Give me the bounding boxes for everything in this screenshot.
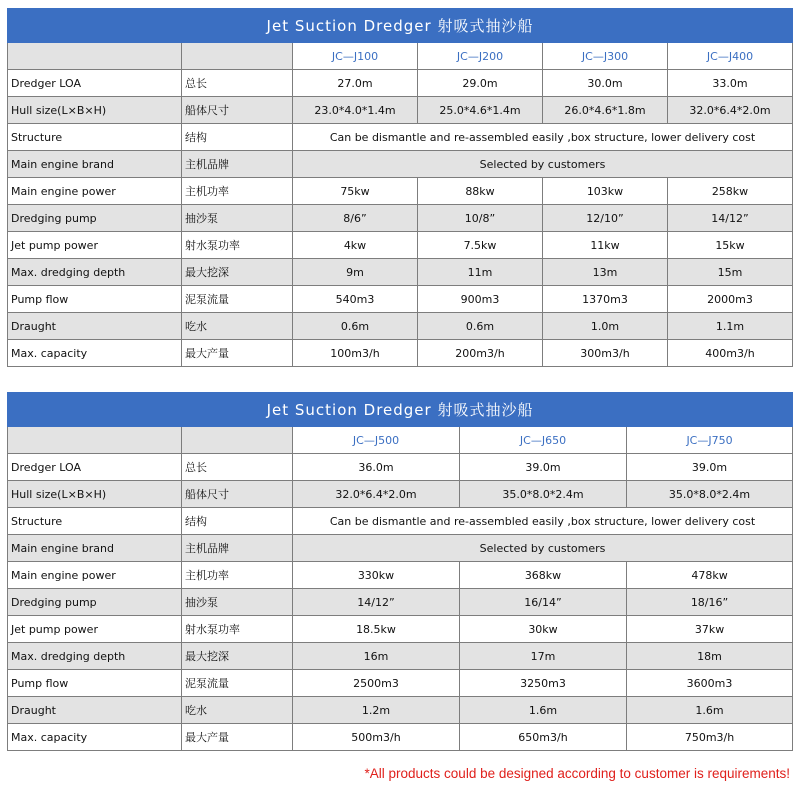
spec-value: 9m [293,259,418,286]
row-label-cn: 主机功率 [182,562,293,589]
row-label-en: Dredging pump [8,205,182,232]
row-label-cn: 射水泵功率 [182,616,293,643]
spec-value: 200m3/h [418,340,543,367]
table-row [8,259,793,286]
spec-value: 368kw [460,562,627,589]
spec-value: 2500m3 [293,670,460,697]
spec-value: 37kw [627,616,793,643]
row-label-cn: 结构 [182,508,293,535]
spec-value: 0.6m [418,313,543,340]
row-label-cn: 最大产量 [182,724,293,751]
row-label-cn: 射水泵功率 [182,232,293,259]
spec-value: 29.0m [418,70,543,97]
row-label-cn: 泥泵流量 [182,286,293,313]
spec-value: 330kw [293,562,460,589]
table-row [8,286,793,313]
table-row [8,562,793,589]
table-row [8,97,793,124]
spec-value: 32.0*6.4*2.0m [668,97,793,124]
spec-value: 35.0*8.0*2.4m [460,481,627,508]
row-label-en: Structure [8,508,182,535]
spec-value: 18/16” [627,589,793,616]
table-title: Jet Suction Dredger 射吸式抽沙船 [8,393,793,427]
model-name: JC—J300 [543,43,668,70]
spec-value: 3600m3 [627,670,793,697]
spec-value: 18.5kw [293,616,460,643]
spec-value: 39.0m [460,454,627,481]
spec-value: 15m [668,259,793,286]
spec-value: 900m3 [418,286,543,313]
table-row [8,670,793,697]
requirements-footnote: *All products could be designed according to customer is requirements! [364,766,790,781]
row-label-en: Max. dredging depth [8,259,182,286]
row-label-en: Draught [8,697,182,724]
row-label-en: Dredger LOA [8,454,182,481]
row-label-en: Main engine brand [8,151,182,178]
model-header-row [8,427,793,454]
spec-value: 11kw [543,232,668,259]
spec-value: 18m [627,643,793,670]
table-row [8,643,793,670]
row-label-cn: 主机品牌 [182,151,293,178]
spec-value: 258kw [668,178,793,205]
spec-value: 300m3/h [543,340,668,367]
row-label-en: Main engine brand [8,535,182,562]
merged-value: Can be dismantle and re-assembled easily ,box structure, lower delivery cost [293,508,793,535]
spec-table-2 [7,392,793,751]
row-label-en: Main engine power [8,178,182,205]
row-label-en: Max. capacity [8,724,182,751]
row-label-en: Structure [8,124,182,151]
spec-value: 478kw [627,562,793,589]
row-label-en: Draught [8,313,182,340]
row-label-cn: 结构 [182,124,293,151]
model-name: JC—J100 [293,43,418,70]
row-label-cn: 船体尺寸 [182,481,293,508]
spec-value: 1.0m [543,313,668,340]
table-row [8,151,793,178]
table-row [8,205,793,232]
table-row [8,178,793,205]
table-row [8,232,793,259]
spec-value: 14/12” [668,205,793,232]
spec-value: 25.0*4.6*1.4m [418,97,543,124]
spec-value: 75kw [293,178,418,205]
table-row [8,724,793,751]
row-label-cn: 抽沙泵 [182,589,293,616]
spec-value: 27.0m [293,70,418,97]
spec-table-1 [7,8,793,367]
row-label-en: Jet pump power [8,232,182,259]
spec-value: 750m3/h [627,724,793,751]
row-label-cn: 泥泵流量 [182,670,293,697]
header-blank-cell [182,43,293,70]
spec-value: 1.6m [460,697,627,724]
row-label-en: Dredging pump [8,589,182,616]
spec-value: 0.6m [293,313,418,340]
table-row [8,313,793,340]
table-row [8,481,793,508]
row-label-en: Dredger LOA [8,70,182,97]
table-row [8,616,793,643]
row-label-cn: 最大产量 [182,340,293,367]
spec-value: 13m [543,259,668,286]
header-blank-cell [8,427,182,454]
header-blank-cell [8,43,182,70]
spec-value: 10/8” [418,205,543,232]
spec-value: 3250m3 [460,670,627,697]
model-name: JC—J400 [668,43,793,70]
spec-value: 1.6m [627,697,793,724]
spec-value: 103kw [543,178,668,205]
spec-value: 650m3/h [460,724,627,751]
table-row [8,508,793,535]
spec-value: 100m3/h [293,340,418,367]
table-row [8,124,793,151]
spec-value: 14/12” [293,589,460,616]
table-row [8,340,793,367]
row-label-cn: 吃水 [182,313,293,340]
spec-value: 2000m3 [668,286,793,313]
spec-value: 12/10” [543,205,668,232]
spec-value: 26.0*4.6*1.8m [543,97,668,124]
spec-value: 400m3/h [668,340,793,367]
spec-value: 16/14” [460,589,627,616]
spec-value: 1370m3 [543,286,668,313]
spec-value: 16m [293,643,460,670]
row-label-cn: 船体尺寸 [182,97,293,124]
table-row [8,70,793,97]
row-label-en: Pump flow [8,670,182,697]
spec-value: 540m3 [293,286,418,313]
model-name: JC—J750 [627,427,793,454]
header-blank-cell [182,427,293,454]
title-row [8,9,793,43]
spec-value: 32.0*6.4*2.0m [293,481,460,508]
spec-value: 30.0m [543,70,668,97]
spec-value: 17m [460,643,627,670]
merged-value: Selected by customers [293,151,793,178]
row-label-cn: 总长 [182,70,293,97]
spec-value: 88kw [418,178,543,205]
spec-value: 4kw [293,232,418,259]
merged-value: Can be dismantle and re-assembled easily ,box structure, lower delivery cost [293,124,793,151]
row-label-cn: 吃水 [182,697,293,724]
model-name: JC—J500 [293,427,460,454]
spec-value: 36.0m [293,454,460,481]
title-row [8,393,793,427]
model-name: JC—J200 [418,43,543,70]
model-name: JC—J650 [460,427,627,454]
spec-value: 500m3/h [293,724,460,751]
merged-value: Selected by customers [293,535,793,562]
row-label-en: Hull size(L×B×H) [8,481,182,508]
row-label-cn: 最大挖深 [182,259,293,286]
table-row [8,454,793,481]
row-label-en: Max. dredging depth [8,643,182,670]
spec-value: 35.0*8.0*2.4m [627,481,793,508]
row-label-en: Jet pump power [8,616,182,643]
spec-value: 1.2m [293,697,460,724]
spec-value: 11m [418,259,543,286]
table-row [8,697,793,724]
table-title: Jet Suction Dredger 射吸式抽沙船 [8,9,793,43]
spec-value: 1.1m [668,313,793,340]
spec-value: 15kw [668,232,793,259]
spec-value: 39.0m [627,454,793,481]
row-label-cn: 最大挖深 [182,643,293,670]
table-row [8,535,793,562]
table-row [8,589,793,616]
spec-value: 33.0m [668,70,793,97]
row-label-cn: 总长 [182,454,293,481]
row-label-en: Hull size(L×B×H) [8,97,182,124]
model-header-row [8,43,793,70]
row-label-en: Max. capacity [8,340,182,367]
spec-value: 7.5kw [418,232,543,259]
row-label-cn: 抽沙泵 [182,205,293,232]
row-label-cn: 主机功率 [182,178,293,205]
spec-value: 30kw [460,616,627,643]
row-label-en: Pump flow [8,286,182,313]
spec-value: 8/6” [293,205,418,232]
spec-value: 23.0*4.0*1.4m [293,97,418,124]
row-label-cn: 主机品牌 [182,535,293,562]
row-label-en: Main engine power [8,562,182,589]
